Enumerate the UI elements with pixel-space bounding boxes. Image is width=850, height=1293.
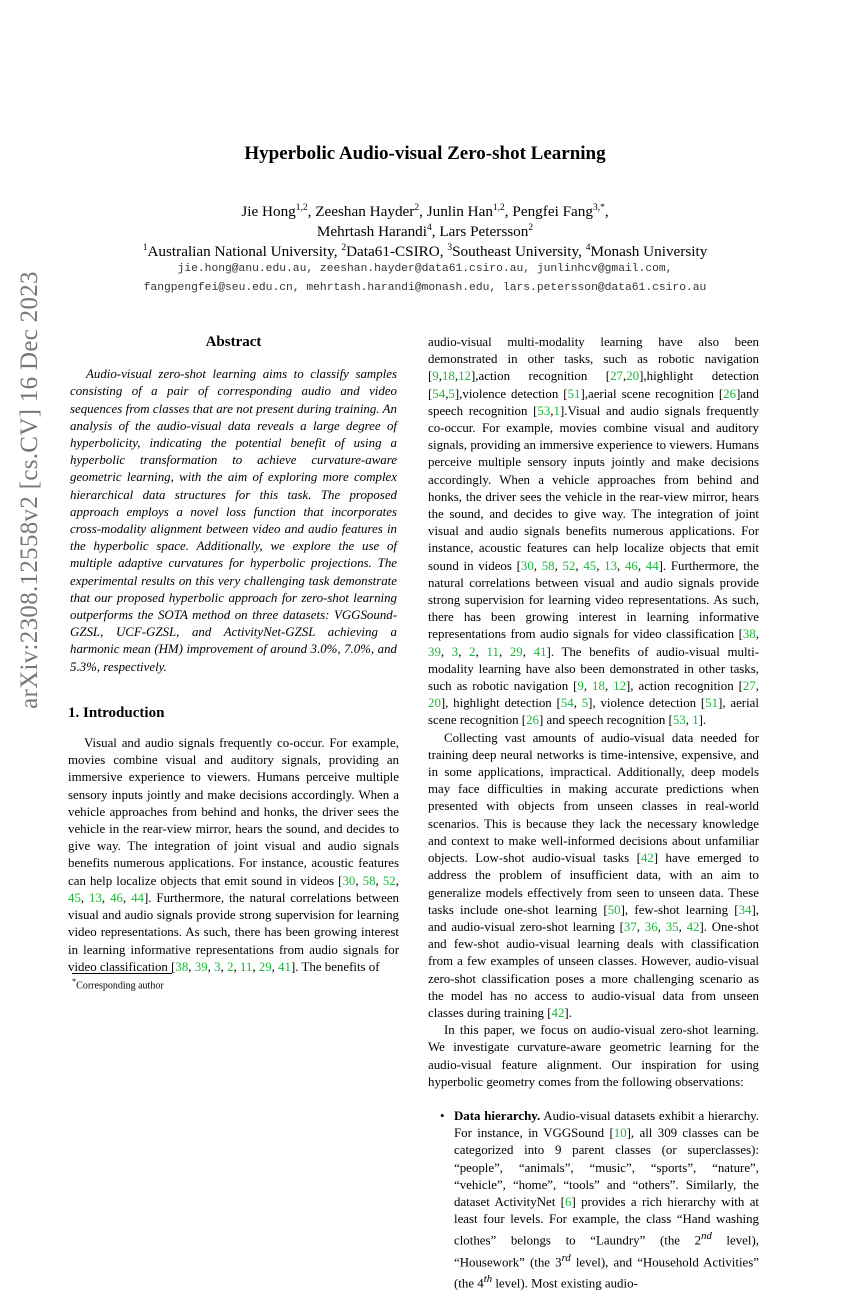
citation-link[interactable]: 54 xyxy=(560,696,574,711)
citation-link[interactable]: 52 xyxy=(562,558,576,573)
citation-link[interactable]: 26 xyxy=(526,713,539,728)
citation-link[interactable]: 1 xyxy=(692,713,699,728)
affiliation-name: Australian National University, xyxy=(147,243,342,261)
citation-link[interactable]: 18 xyxy=(592,679,605,694)
affiliation-name: Southeast University, xyxy=(452,243,586,261)
email-line-2: fangpengfei@seu.edu.cn, mehrtash.harandi@monash.edu, lars.petersson@data61.csiro.au xyxy=(143,282,707,294)
citation-link[interactable]: 3 xyxy=(451,644,459,659)
citation-link[interactable]: 38 xyxy=(175,959,189,974)
author-sup: 2 xyxy=(528,223,534,233)
arxiv-identifier xyxy=(0,271,60,709)
citation-link[interactable]: 51 xyxy=(567,386,581,401)
citation-link[interactable]: 11 xyxy=(239,959,253,974)
citation-link[interactable]: 53 xyxy=(537,403,551,418)
author-sup: 1,2 xyxy=(492,203,505,213)
citation-link[interactable]: 35 xyxy=(665,919,679,934)
bullet-text: Data hierarchy. Audio-visual datasets exhibit a hierarchy. For instance, in VGGSound [10], all 309 classes can be categorized into 9 parent classes (or superclasses): “people”, “animals”, “music”, “sports”, “nature”, “vehicle”, “home”, “tools” and “others”. Similarly, the dataset ActivityNet [6] provides a rich hierarchy with at least four levels. For example, the class “Hand washing clothes” belongs to “Laundry” (the 2nd level), “Housework” (the 3rd level), and “Household Activities” (the 4th level). Most existing audio- xyxy=(454,1108,760,1291)
author-sup: 4 xyxy=(426,223,432,233)
footnote-rule xyxy=(72,973,172,974)
citation-link[interactable]: 39 xyxy=(194,959,208,974)
citation-link[interactable]: 20 xyxy=(428,696,441,711)
author-name: Lars Petersson xyxy=(439,223,529,241)
abstract-text: Audio-visual zero-shot learning aims to classify samples consisting of a pair of corresponding audio and video sequences from classes that are not present during training. An analysis of the audio-visual data reveals a large degree of hyperbolicity, indicating the potential benefit of using a hyperbolic transformation to achieve curvature-aware geometric learning, with the aim of exploring more complex hierarchical data structures for this task. The proposed approach employs a novel loss function that incorporates cross-modality alignment between video and audio features in the hyperbolic space. Additionally, we explore the use of multiple adaptive curvatures for hyperbolic projections. The experimental results on this very challenging task demonstrate that our proposed hyperbolic approach for zero-shot learning outperforms the SOTA method on three datasets: VGGSound-GZSL, UCF-GZSL, and ActivityNet-GZSL achieving a harmonic mean (HM) improvement of around 3.0%, 7.0%, and 5.3%, respectively. xyxy=(70,367,397,674)
citation-link[interactable]: 30 xyxy=(342,873,356,888)
citation-link[interactable]: 29 xyxy=(258,959,272,974)
right-column xyxy=(428,334,759,1293)
paper-title: Hyperbolic Audio-visual Zero-shot Learning xyxy=(244,143,606,164)
citation-link[interactable]: 54 xyxy=(432,386,446,401)
arxiv-identifier-text: arXiv:2308.12558v2 [cs.CV] 16 Dec 2023 xyxy=(16,271,43,709)
citation-link[interactable]: 58 xyxy=(362,873,376,888)
citation-link[interactable]: 30 xyxy=(520,558,534,573)
bullet-data-hierarchy xyxy=(428,1108,759,1293)
intro-paragraph-2: Collecting vast amounts of audio-visual data needed for training deep neural networks is time-intensive, expensive, and in some applications, impractical. Additionally, deep models may face difficulties in making accurate predictions when presented with objects from unseen classes in real-world scenarios. This is because they lack the necessary knowledge and context to make well-informed decisions about unfamiliar objects. Low-shot audio-visual tasks [42] have emerged to address the problem of insufficient data, with an aim to generalize models effectively from seen to unseen data. These tasks include one-shot learning [50], few-shot learning [34], and audio-visual zero-shot learning [37, 36, 35, 42]. One-shot and few-shot audio-visual learning deals with classification from a few examples of unseen classes. However, audio-visual zero-shot classification poses a more challenging scenario as the model has no access to audio-visual data from unseen classes during training [42]. xyxy=(428,730,760,1020)
author-name: Pengfei Fang xyxy=(512,203,593,221)
author-name: Jie Hong xyxy=(241,203,296,221)
citation-link[interactable]: 52 xyxy=(382,873,396,888)
bullet-title: Data hierarchy. xyxy=(454,1108,541,1123)
abstract-heading: Abstract xyxy=(205,334,262,350)
citation-link[interactable]: 3 xyxy=(214,959,221,974)
citation-link[interactable]: 6 xyxy=(564,1194,572,1209)
citation-link[interactable]: 26 xyxy=(723,386,737,401)
author-name: Mehrtash Harandi xyxy=(316,223,427,241)
ordinal-sup: nd xyxy=(701,1230,712,1243)
citation-link[interactable]: 44 xyxy=(645,558,659,573)
citation-link[interactable]: 38 xyxy=(742,627,756,642)
citation-link[interactable]: 2 xyxy=(226,959,234,974)
citation-link[interactable]: 51 xyxy=(705,696,719,711)
author-line-2: Mehrtash Harandi$^4$, Lars Petersson$^2$ xyxy=(316,223,534,241)
affiliation-sup: 1 xyxy=(142,243,148,253)
intro-paragraph-1-continued: audio-visual multi-modality learning have also been demonstrated in other tasks, such as robotic navigation [9,18,12],action recognition [27,20],highlight detection [54,5],violence detection [51],aerial scene recognition [26]and speech recognition [53,1].Visual and audio signals frequently co-occur. For example, movies combine visual and auditory signals, providing an immersive experience to viewers. Humans perceive multiple sensory inputs jointly and make decisions accordingly. When a vehicle approaches from behind and honks, the driver sees the vehicle in the rear-view mirror, hears the sound, and decides to give way. The integration of joint visual and audio signals benefits numerous applications. For instance, acoustic features can help localize objects that emit sound in videos [30, 58, 52, 45, 13, 46, 44]. Furthermore, the natural correlations between visual and audio signals provide strong supervision for learning video representations. As such, there has been growing interest in learning informative representations from audio signals for video classification [38, 39, 3, 2, 11, 29, 41]. The benefits of audio-visual multi-modality learning have also been demonstrated in other tasks, such as robotic navigation [9, 18, 12], action recognition [27, 20], highlight detection [54, 5], violence detection [51], aerial scene recognition [26] and speech recognition [53, 1]. xyxy=(428,335,760,728)
citation-link[interactable]: 46 xyxy=(110,890,123,905)
bullet-icon: • xyxy=(440,1108,445,1123)
affiliation-line xyxy=(0,238,850,262)
author-sup: 1,2 xyxy=(295,203,308,213)
intro-paragraph-1: Visual and audio signals frequently co-occur. For example, movies combine visual and auditory signals, providing an immersive experience to viewers. Humans perceive multiple sensory inputs jointly and make decisions accordingly. When a vehicle approaches from behind and honks, the driver sees the vehicle in the rear-view mirror, hears the sound, and decides to give way. The integration of joint visual and audio signals benefits numerous applications. For instance, acoustic features can help localize objects that emit sound in videos [30, 58, 52, 45, 13, 46, 44]. Furthermore, the natural correlations between visual and audio signals provide strong supervision for learning video representations. As such, there has been growing interest in learning informative representations from audio signals for video classification [38, 39, 3, 2, 11, 29, 41]. The benefits of xyxy=(68,736,400,974)
footnote-text: Corresponding author xyxy=(76,980,164,992)
citation-link[interactable]: 45 xyxy=(583,558,597,573)
citation-link[interactable]: 41 xyxy=(278,959,291,974)
citation-link[interactable]: 9 xyxy=(432,369,439,384)
author-sup: 2 xyxy=(414,203,420,213)
ordinal-sup: rd xyxy=(561,1251,571,1264)
author-name: Zeeshan Hayder xyxy=(315,203,415,221)
citation-link[interactable]: 45 xyxy=(68,890,81,905)
citation-link[interactable]: 34 xyxy=(738,902,752,917)
affiliation-sup: 2 xyxy=(341,243,347,253)
affiliation-sup: 4 xyxy=(585,243,591,253)
author-name: Junlin Han xyxy=(426,203,493,221)
citation-link[interactable]: 5 xyxy=(581,696,589,711)
citation-link[interactable]: 36 xyxy=(644,919,658,934)
citation-link[interactable]: 13 xyxy=(604,558,618,573)
citation-link[interactable]: 41 xyxy=(533,644,547,659)
citation-link[interactable]: 44 xyxy=(131,890,144,905)
citation-link[interactable]: 12 xyxy=(458,369,471,384)
affiliation-name: Data61-CSIRO, xyxy=(346,243,448,261)
citation-link[interactable]: 10 xyxy=(613,1126,627,1141)
citation-link[interactable]: 1 xyxy=(553,403,560,418)
citation-link[interactable]: 58 xyxy=(541,558,555,573)
citation-link[interactable]: 11 xyxy=(486,644,499,659)
citation-link[interactable]: 50 xyxy=(607,902,621,917)
intro-paragraph-3: In this paper, we focus on audio-visual zero-shot learning. We investigate curvature-aware geometric learning for the audio-visual feature alignment. Our inspiration for using hyperbolic geometry comes from the following observations: xyxy=(428,1023,759,1089)
citation-link[interactable]: 29 xyxy=(509,644,523,659)
author-line-1: Jie Hong$^{1,2}$, Zeeshan Hayder$^2$, Junlin Han$^{1,2}$, Pengfei Fang$^{3,*}$, xyxy=(241,203,609,221)
footnote-mark: * xyxy=(72,977,77,986)
citation-link[interactable]: 12 xyxy=(613,679,627,694)
citation-link[interactable]: 42 xyxy=(686,919,700,934)
author-sup: 3,* xyxy=(592,203,605,213)
citation-link[interactable]: 37 xyxy=(623,919,637,934)
citation-link[interactable]: 53 xyxy=(672,713,686,728)
citation-link[interactable]: 46 xyxy=(624,558,638,573)
citation-link[interactable]: 20 xyxy=(626,369,640,384)
citation-link[interactable]: 27 xyxy=(610,369,623,384)
email-line-1: jie.hong@anu.edu.au, zeeshan.hayder@data61.csiro.au, junlinhcv@gmail.com, xyxy=(177,263,673,275)
citation-link[interactable]: 2 xyxy=(469,644,476,659)
citation-link[interactable]: 18 xyxy=(441,369,455,384)
citation-link[interactable]: 5 xyxy=(448,386,455,401)
ordinal-sup: th xyxy=(483,1273,493,1286)
introduction-heading: 1. Introduction xyxy=(68,704,165,721)
citation-link[interactable]: 42 xyxy=(551,1005,565,1020)
affiliation-name: Monash University xyxy=(590,243,708,261)
left-column xyxy=(68,334,399,976)
footnote xyxy=(72,977,164,991)
citation-link[interactable]: 39 xyxy=(428,644,441,659)
citation-link[interactable]: 9 xyxy=(577,679,584,694)
affiliation-sup: 3 xyxy=(447,243,453,253)
citation-link[interactable]: 13 xyxy=(89,890,102,905)
citation-link[interactable]: 27 xyxy=(742,679,756,694)
citation-link[interactable]: 42 xyxy=(640,851,654,866)
